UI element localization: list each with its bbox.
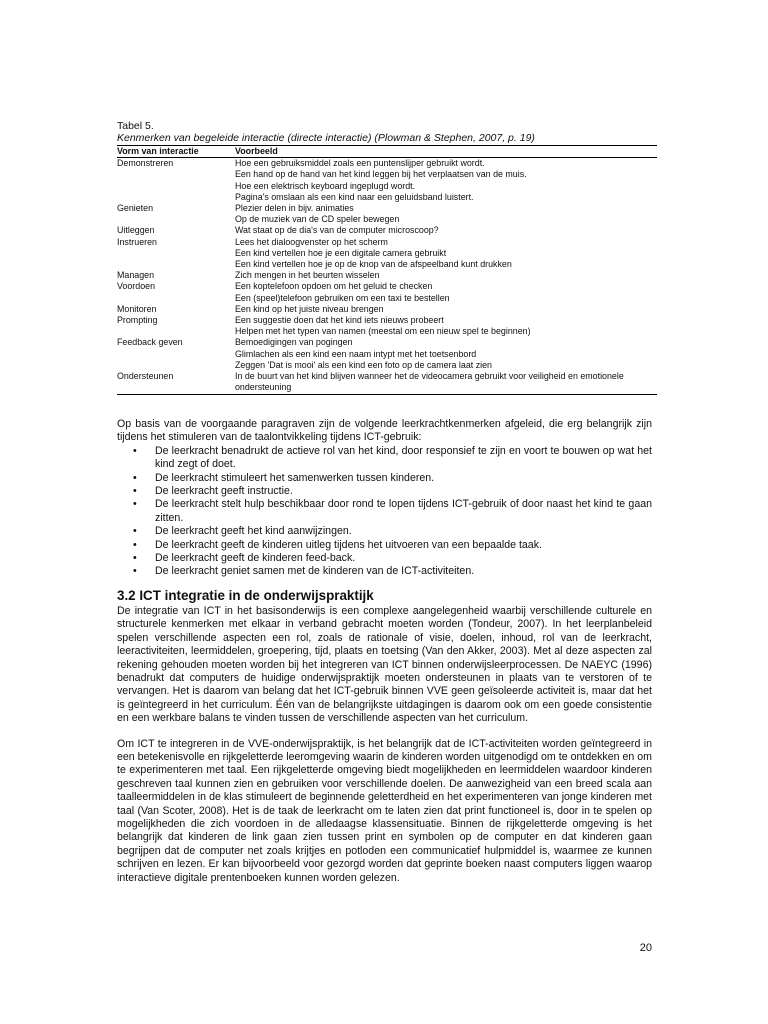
interaction-form-cell: Demonstreren (117, 158, 174, 169)
interaction-form-cell: Uitleggen (117, 225, 155, 236)
interaction-example-cell (235, 281, 657, 303)
example-line: Helpen met het typen van namen (meestal om een nieuw spel te beginnen) (235, 326, 531, 337)
interaction-form-cell: Genieten (117, 203, 154, 214)
table-caption: Tabel 5. (117, 120, 154, 132)
list-item: • De leerkracht geeft de kinderen feed-back. (155, 552, 652, 565)
table-header-row (117, 146, 657, 158)
interaction-example-cell (235, 304, 657, 315)
interaction-example-cell (235, 337, 657, 371)
table-header-example: Voorbeeld (235, 146, 657, 158)
table-row (117, 371, 657, 395)
example-line: Een kind vertellen hoe je een digitale camera gebruikt (235, 247, 447, 258)
example-line: Hoe een elektrisch keyboard ingeplugd wordt. (235, 180, 416, 191)
table-row (117, 203, 657, 225)
example-line: Pagina's omslaan als een kind naar een geluidsband luistert. (235, 191, 474, 202)
table-body (117, 158, 657, 395)
example-line: Zeggen 'Dat is mooi' als een kind een foto op de camera laat zien (235, 359, 492, 370)
interaction-example-cell (235, 270, 657, 281)
table-row (117, 270, 657, 281)
example-line: Op de muziek van de CD speler bewegen (235, 214, 400, 225)
table-row (117, 315, 657, 337)
interaction-example-cell (235, 158, 657, 203)
list-item: • De leerkracht geeft het kind aanwijzingen. (155, 525, 652, 538)
example-line: Een suggestie doen dat het kind iets nieuws probeert (235, 315, 444, 326)
interaction-example-cell (235, 237, 657, 271)
interaction-example-cell (235, 203, 657, 225)
interaction-table (117, 145, 657, 395)
example-line: Wat staat op de dia's van de computer microscoop? (235, 225, 439, 236)
section-heading: 3.2 ICT integratie in de onderwijspraktijk (117, 587, 374, 603)
table-row (117, 237, 657, 271)
example-line: Lees het dialoogvenster op het scherm (235, 236, 388, 247)
paragraph-2: Om ICT te integreren in de VVE-onderwijspraktijk, is het belangrijk dat de ICT-activiteiten worden geïntegreerd in een betekenisvolle en rijkgeletterde leeromgeving waarin de kinderen worden uitgenodigd om te ontdekken en om te experimenteren met taal. Een rijkgeletterde omgeving biedt mogelijkheden en leermiddelen waardoor kinderen geschreven taal kunnen zien en gebruiken voor verschillende doelen. De aanwezigheid van een breed scala aan taalleermiddelen in de klas stimuleert de beginnende geletterdheid en het experimenteren van jonge kinderen met taal (Van Scoter, 2008). Het is de taak de leerkracht om te laten zien dat print functioneel is, door in te spelen op mogelijkheden die zich voordoen in de alledaagse klassensituatie. Binnen de rijkgeletterde omgeving is het belangrijk dat kinderen de link gaan zien tussen print en symbolen op de computer en dat kinderen gaan begrijpen dat de computer net zoals krijtjes en potloden een communicatief hulpmiddel is, waarmee ze kunnen schrijven en lezen. Er kan bijvoorbeeld voor gezorgd worden dat geprinte boeken naast computers liggen waarop interactieve digitale prentenboeken kunnen worden gelezen. (117, 737, 652, 884)
list-item: • De leerkracht stelt hulp beschikbaar door rond te lopen tijdens ICT-gebruik of door naast het kind te gaan zitten. (155, 498, 652, 525)
interaction-example-cell (235, 315, 657, 337)
interaction-form-cell: Monitoren (117, 303, 157, 314)
paragraph-1: De integratie van ICT in het basisonderwijs is een complexe aangelegenheid waarbij verschillende culturele en structurele kenmerken met elkaar in verband gebracht moeten worden (Tondeur, 2007). In het leerplanbeleid spelen verschillende aspecten een rol, zoals de rationale of visie, doelen, inhoud, rol van de leerkracht, leeractiviteiten, leermiddelen, groepering, tijd, plaats en toetsing (Van den Akker, 2003). Met al deze aspecten zal rekening gehouden moeten worden bij het integreren van ICT binnen onderwijsleerprocessen. De NAEYC (1996) benadrukt dat computers de huidige onderwijspraktijk moeten ondersteunen in plaats van te verstoren of te vervangen. Het is daarom van belang dat het ICT-gebruik binnen VVE geen geïsoleerde activiteit is, maar dat het is geïntegreerd in het curriculum. Één van de belangrijkste uitdagingen is daarom ook om een goede consistentie en een werkbare balans te vinden tussen de verschillende aspecten van het curriculum. (117, 604, 652, 725)
table-row (117, 337, 657, 371)
example-line: Plezier delen in bijv. animaties (235, 203, 354, 214)
table-header-form: Vorm van interactie (117, 146, 235, 158)
example-line: Zich mengen in het beurten wisselen (235, 270, 380, 281)
list-item: • De leerkracht stimuleert het samenwerken tussen kinderen. (155, 472, 652, 485)
example-line: Een hand op de hand van het kind leggen bij het verplaatsen van de muis. (235, 169, 527, 180)
list-item: • De leerkracht geeft de kinderen uitleg tijdens het uitvoeren van een bepaalde taak. (155, 539, 652, 552)
list-item: • De leerkracht geeft instructie. (155, 485, 652, 498)
example-line: Hoe een gebruiksmiddel zoals een puntenslijper gebruikt wordt. (235, 158, 485, 169)
table-row (117, 225, 657, 236)
list-item: • De leerkracht geniet samen met de kinderen van de ICT-activiteiten. (155, 565, 652, 578)
body-text (117, 418, 652, 885)
example-line: Een kind vertellen hoe je op de knop van de afspeelband kunt drukken (235, 259, 512, 270)
example-line: In de buurt van het kind blijven wanneer het de videocamera gebruikt voor veiligheid en emotionele ondersteuning (235, 371, 624, 393)
interaction-form-cell: Ondersteunen (117, 371, 235, 395)
interaction-form-cell: Instrueren (117, 236, 157, 247)
interaction-table-block (117, 120, 657, 395)
interaction-form-cell: Voordoen (117, 281, 155, 292)
table-row (117, 304, 657, 315)
example-line: Een kind op het juiste niveau brengen (235, 303, 384, 314)
table-row (117, 158, 657, 203)
intro-paragraph: Op basis van de voorgaande paragraven zijn de volgende leerkrachtkenmerken afgeleid, die erg belangrijk zijn tijdens het stimuleren van de taalontvikkeling tijdens ICT-gebruik: (117, 418, 652, 444)
example-line: Bemoedigingen van pogingen (235, 337, 353, 348)
list-item: • De leerkracht benadrukt de actieve rol van het kind, door responsief te zijn en voort te bouwen op wat het kind zegt of doet. (155, 445, 652, 472)
table-subcaption: Kenmerken van begeleide interactie (directe interactie) (Plowman & Stephen, 2007, p. 19) (117, 132, 535, 144)
table-row (117, 281, 657, 303)
interaction-example-cell (235, 371, 657, 395)
interaction-form-cell: Managen (117, 270, 155, 281)
interaction-example-cell (235, 225, 657, 236)
teacher-traits-list (117, 445, 652, 579)
example-line: Een (speel)telefoon gebruiken om een taxi te bestellen (235, 292, 450, 303)
interaction-form-cell: Feedback geven (117, 337, 183, 348)
paragraph-gap (117, 726, 652, 738)
example-line: Een koptelefoon opdoen om het geluid te checken (235, 281, 433, 292)
page-number: 20 (639, 942, 652, 954)
example-line: Glimlachen als een kind een naam intypt met het toetsenbord (235, 348, 477, 359)
interaction-form-cell: Prompting (117, 315, 158, 326)
